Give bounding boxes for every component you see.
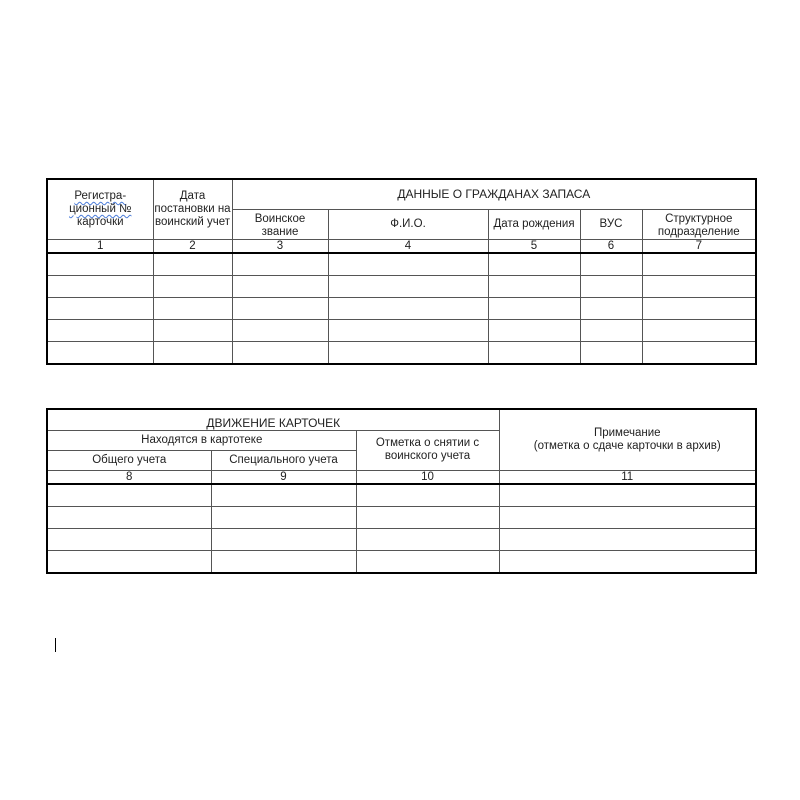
table-cell[interactable] — [499, 528, 756, 550]
col-number: 1 — [47, 239, 153, 253]
table-cell[interactable] — [153, 297, 232, 319]
table-cell[interactable] — [47, 506, 211, 528]
header-birth-date: Дата рождения — [488, 209, 580, 239]
table-cell[interactable] — [356, 484, 499, 507]
col-number: 9 — [211, 470, 356, 484]
table-cell[interactable] — [488, 297, 580, 319]
table-cell[interactable] — [47, 253, 153, 276]
header-rank: Воинское звание — [232, 209, 328, 239]
table-row — [47, 297, 756, 319]
card-movement-table — [46, 408, 757, 574]
table-cell[interactable] — [580, 297, 642, 319]
column-number-row — [47, 470, 756, 484]
table-cell[interactable] — [153, 341, 232, 364]
table-cell[interactable] — [488, 341, 580, 364]
table-cell[interactable] — [211, 550, 356, 573]
table-cell[interactable] — [232, 275, 328, 297]
table-row — [47, 484, 756, 507]
table-cell[interactable] — [47, 528, 211, 550]
note-title: Примечание — [593, 426, 661, 439]
header-vus: ВУС — [580, 209, 642, 239]
col-number: 5 — [488, 239, 580, 253]
table-cell[interactable] — [328, 253, 488, 276]
header-department: Структурное подразделение — [642, 209, 756, 239]
header-movement-title: ДВИЖЕНИЕ КАРТОЧЕК — [47, 409, 499, 430]
table-cell[interactable] — [499, 550, 756, 573]
table-row — [47, 319, 756, 341]
table-cell[interactable] — [232, 297, 328, 319]
table-cell[interactable] — [232, 319, 328, 341]
table-cell[interactable] — [211, 528, 356, 550]
table-cell[interactable] — [356, 506, 499, 528]
table-cell[interactable] — [356, 528, 499, 550]
header-reg-number — [47, 179, 153, 239]
citizens-table — [46, 178, 757, 365]
table-cell[interactable] — [153, 253, 232, 276]
col-number: 4 — [328, 239, 488, 253]
table-cell[interactable] — [642, 341, 756, 364]
header-in-file: Находятся в картотеке — [47, 430, 356, 450]
table-cell[interactable] — [328, 275, 488, 297]
table-cell[interactable] — [642, 253, 756, 276]
header-fio: Ф.И.О. — [328, 209, 488, 239]
table-row — [47, 275, 756, 297]
table-cell[interactable] — [499, 506, 756, 528]
header-date-registered: Дата постановки на воинский учет — [153, 179, 232, 239]
text-cursor — [55, 638, 56, 652]
table-cell[interactable] — [47, 484, 211, 507]
reg-number-label-1: Регистра- — [74, 189, 127, 202]
table-cell[interactable] — [642, 319, 756, 341]
table-cell[interactable] — [580, 341, 642, 364]
table-cell[interactable] — [47, 275, 153, 297]
col-number: 6 — [580, 239, 642, 253]
table-cell[interactable] — [153, 319, 232, 341]
table-cell[interactable] — [328, 297, 488, 319]
table-cell[interactable] — [580, 253, 642, 276]
table-cell[interactable] — [47, 341, 153, 364]
col-number: 3 — [232, 239, 328, 253]
table-row — [47, 253, 756, 276]
col-number: 7 — [642, 239, 756, 253]
header-note — [499, 409, 756, 470]
header-special: Специального учета — [211, 450, 356, 470]
header-removal-mark: Отметка о снятии с воинского учета — [356, 430, 499, 470]
table-row — [47, 550, 756, 573]
table-cell[interactable] — [356, 550, 499, 573]
header-group-title: ДАННЫЕ О ГРАЖДАНАХ ЗАПАСА — [232, 179, 756, 209]
col-number: 10 — [356, 470, 499, 484]
table-cell[interactable] — [232, 341, 328, 364]
table-cell[interactable] — [47, 297, 153, 319]
table-cell[interactable] — [488, 253, 580, 276]
table-cell[interactable] — [642, 275, 756, 297]
reg-number-label-3: карточки — [76, 215, 124, 228]
table-cell[interactable] — [580, 319, 642, 341]
table-row — [47, 528, 756, 550]
table-cell[interactable] — [499, 484, 756, 507]
table-cell[interactable] — [47, 550, 211, 573]
table-cell[interactable] — [232, 253, 328, 276]
reg-number-label-2: ционный № — [69, 202, 132, 215]
header-general: Общего учета — [47, 450, 211, 470]
column-number-row — [47, 239, 756, 253]
table-cell[interactable] — [328, 319, 488, 341]
table-cell[interactable] — [488, 275, 580, 297]
table-cell[interactable] — [580, 275, 642, 297]
table-cell[interactable] — [47, 319, 153, 341]
col-number: 2 — [153, 239, 232, 253]
table-row — [47, 506, 756, 528]
table-cell[interactable] — [328, 341, 488, 364]
table-row — [47, 341, 756, 364]
note-subtitle: (отметка о сдаче карточки в архив) — [533, 439, 721, 452]
col-number: 11 — [499, 470, 756, 484]
table-cell[interactable] — [211, 484, 356, 507]
table-cell[interactable] — [488, 319, 580, 341]
table-cell[interactable] — [642, 297, 756, 319]
col-number: 8 — [47, 470, 211, 484]
table-cell[interactable] — [153, 275, 232, 297]
table-cell[interactable] — [211, 506, 356, 528]
